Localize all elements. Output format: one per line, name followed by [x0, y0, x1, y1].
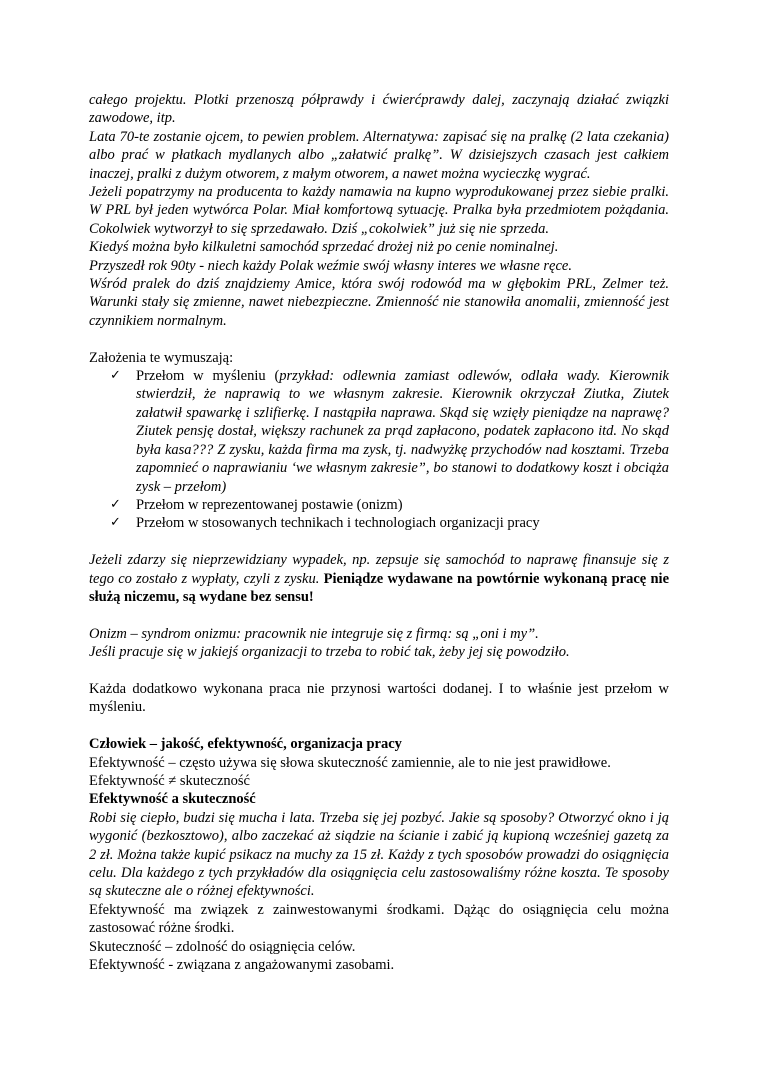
paragraph-accident — [89, 551, 669, 606]
list-item — [110, 367, 669, 496]
paragraph-efficiency-definition: Efektywność – często używa się słowa skuteczność zamiennie, ale to nie jest prawidłowe. — [89, 754, 611, 771]
assumptions-list — [89, 367, 669, 533]
list-item — [110, 514, 669, 532]
heading-human-quality: Człowiek – jakość, efektywność, organizacja pracy — [89, 736, 402, 753]
paragraph-organization: Jeśli pracuje się w jakiejś organizacji to trzeba to robić tak, żeby jej się powodziło. — [89, 644, 570, 661]
paragraph-project-rumors: całego projektu. Plotki przenoszą półprawdy i ćwierćprawdy dalej, zaczynają działać związki zawodowe, itp. — [89, 92, 669, 127]
paragraph-car-price: Kiedyś można było kilkuletni samochód sprzedać drożej niż po cenie nominalnej. — [89, 239, 559, 256]
list-item-text: Przełom w reprezentowanej postawie (onizm) — [136, 496, 403, 513]
paragraph-effectiveness-def: Skuteczność – zdolność do osiągnięcia celów. — [89, 938, 356, 955]
document-body — [89, 91, 669, 974]
paragraph-amica: Wśród pralek do dziś znajdziemy Amice, która swój rodowód ma w głębokim PRL, Zelmer też. Warunki stały się zmienne, nawet niebezpieczne. Zmienność nie stanowiła anomalii, zmienność jest czynnikiem normalnym. — [89, 276, 669, 329]
heading-efficiency-effectiveness: Efektywność a skuteczność — [89, 791, 256, 808]
paragraph-added-value: Każda dodatkowo wykonana praca nie przynosi wartości dodanej. I to właśnie jest przełom w myśleniu. — [89, 680, 669, 716]
list-item-lead: Przełom w myśleniu ( — [136, 368, 280, 385]
paragraph-fly-example: Robi się ciepło, budzi się mucha i lata. Trzeba się jej pozbyć. Jakie są sposoby? Otworzyć okno i ją wygonić (bezkosztowo), albo zaczekać aż siądzie na ścianie i zabić ją kupioną wcześniej gazetą za 2 zł. Można także kupić psikacz na muchy za 15 zł. Każdy z tych sposobów prowadzi do osiągnięcia celu. Dla każdego z tych przykładów dla osiągnięcia celu zastosowaliśmy różne koszta. Te sposoby są skuteczne ale o różnej efektywności. — [89, 809, 669, 900]
paragraph-washing-machine: Lata 70-te zostanie ojcem, to pewien problem. Alternatywa: zapisać się na pralkę (2 lata czekania) albo prać w płatkach mydlanych albo „załatwić pralkę”. W dzisiejszych czasach jest całkiem inaczej, pralki z dużym otworem, z małym otworem, a nawet można wycieczkę wygrać. — [89, 128, 669, 182]
accident-text: Jeżeli zdarzy się nieprzewidziany wypadek, np. zepsuje się samochód to naprawę finansuje się z tego co zostało z wypłaty, czyli z zysku. — [89, 552, 669, 587]
paragraph-efficiency-def: Efektywność - związana z angażowanymi zasobami. — [89, 957, 395, 974]
list-item-example: przykład: odlewnia zamiast odlewów, odlała wady. Kierownik stwierdził, że naprawią to we własnym zakresie. Kierownik okrzyczał Ziutka, Ziutek załatwił spawarkę i szlifierkę. I nastąpiła naprawa. Skąd się wzięły pieniądze na naprawę? Ziutek pensję dostał, większy rachunek za prąd zapłacono, podatek zapłacono itd. No skąd była kasa??? Z zysku, każda firma ma zysk, tj. nadwyżkę przychodów nad kosztami. Trzeba zapomnieć o naprawianiu ‘we własnym zakresie”, bo stanowi to dodatkowy koszt i obciąża zysk – przełom) — [136, 368, 669, 495]
paragraph-investment: Efektywność ma związek z zainwestowanymi środkami. Dążąc do osiągnięcia celu można zastosować różne środki. — [89, 901, 669, 937]
paragraph-onizm: Onizm – syndrom onizmu: pracownik nie integruje się z firmą: są „oni i my”. — [89, 625, 539, 642]
paragraph-efficiency-neq: Efektywność ≠ skuteczność — [89, 772, 250, 789]
paragraph-year-90: Przyszedł rok 90ty - niech każdy Polak weźmie swój własny interes we własne ręce. — [89, 257, 572, 274]
list-item-text: Przełom w stosowanych technikach i technologiach organizacji pracy — [136, 515, 540, 532]
accident-conclusion: Pieniądze wydawane na powtórnie wykonaną pracę nie służą niczemu, są wydane bez sensu! — [89, 570, 670, 605]
list-item — [110, 496, 669, 514]
checkmark-icon: ✓ — [110, 496, 121, 512]
assumptions-intro: Założenia te wymuszają: — [89, 349, 234, 366]
checkmark-icon: ✓ — [110, 368, 121, 384]
paragraph-producer: Jeżeli popatrzymy na producenta to każdy namawia na kupno wyprodukowanej przez siebie pralki. W PRL był jeden wytwórca Polar. Miał komfortową sytuację. Pralka była przedmiotem pożądania. Cokolwiek wytworzył to się sprzedawało. Dziś „cokolwiek” już się nie sprzeda. — [89, 184, 669, 237]
checkmark-icon: ✓ — [110, 515, 121, 531]
